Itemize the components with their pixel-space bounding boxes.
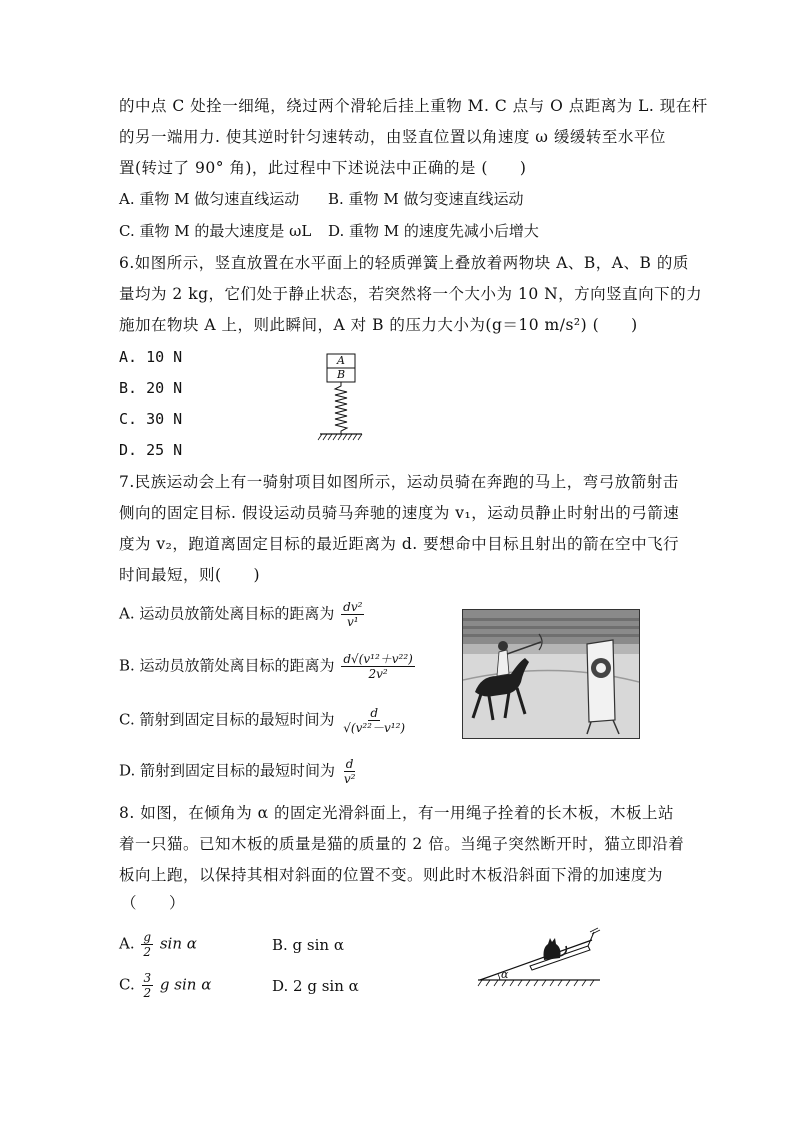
q5-option-b: B. 重物 M 做匀变速直线运动: [328, 190, 524, 208]
q5-option-d: D. 重物 M 的速度先减小后增大: [328, 222, 539, 240]
q7-option-a: [119, 600, 366, 629]
q6-option-d: D. 25 N: [119, 441, 183, 459]
target-board: [587, 640, 615, 722]
q7-stem-line-2: 侧向的固定目标. 假设运动员骑马奔驰的速度为 v₁，运动员静止时射出的弓箭速: [119, 504, 680, 522]
q8-option-c: [119, 971, 211, 1000]
q6-option-b: B. 20 N: [119, 379, 183, 397]
q7-option-b-text: B. 运动员放箭处离目标的距离为: [119, 656, 335, 675]
q7-option-b-fraction: [341, 652, 415, 681]
ground-hatch: [478, 980, 594, 986]
q7-option-d-text: D. 箭射到固定目标的最短时间为: [119, 761, 336, 780]
q7-stem-line-1: 7.民族运动会上有一骑射项目如图所示，运动员骑在奔跑的马上，弯弓放箭射击: [119, 473, 679, 491]
q6-stem-line-2: 量均为 2 kg，它们处于静止状态，若突然将一个大小为 10 N，方向竖直向下的力: [119, 285, 703, 303]
q8-option-c-fraction: [142, 971, 154, 1000]
q8-stem-line-1: 8. 如图，在倾角为 α 的固定光滑斜面上，有一用绳子拴着的长木板，木板上站: [119, 804, 675, 822]
q7-option-a-numerator: dv²: [343, 600, 363, 614]
q8-option-b: B. g sin α: [272, 936, 344, 954]
q7-option-b-numerator: d√(v¹²＋v²²): [343, 652, 413, 666]
q7-option-c: [119, 706, 409, 735]
angle-arc: [498, 974, 500, 980]
q8-option-a-numerator: g: [143, 930, 152, 944]
q8-option-a-denominator: 2: [143, 945, 152, 959]
block-a-label: A: [337, 354, 345, 367]
horse-archery-photo: [462, 609, 640, 739]
q7-option-b: [119, 652, 417, 681]
q7-option-a-fraction: [341, 600, 364, 629]
q8-option-c-label: C.: [119, 975, 135, 994]
incline-surface: [480, 940, 592, 980]
q7-option-a-denominator: v¹: [347, 615, 359, 629]
q8-stem-line-3: 板向上跑，以保持其相对斜面的位置不变。则此时木板沿斜面下滑的加速度为: [119, 866, 664, 884]
q7-option-d: [119, 757, 359, 786]
q8-option-a-fraction: [141, 930, 153, 959]
q8-stem-line-2: 着一只猫。已知木板的质量是猫的质量的 2 倍。当绳子突然断开时，猫立即沿着: [119, 835, 685, 853]
spring-blocks-figure: [316, 352, 366, 444]
q8-stem-line-4: （ ）: [121, 894, 186, 912]
angle-label: α: [501, 968, 509, 981]
q5-stem-line-3: 置(转过了 90° 角)，此过程中下述说法中正确的是 ( ): [119, 159, 527, 177]
q6-option-a: A. 10 N: [119, 348, 183, 366]
q7-option-c-fraction: [341, 706, 407, 735]
ground-hatch: [318, 434, 362, 440]
rope: [588, 932, 594, 946]
q8-option-d: D. 2 g sin α: [272, 977, 359, 995]
q7-stem-line-3: 度为 v₂，跑道离固定目标的最近距离为 d. 要想命中目标且射出的箭在空中飞行: [119, 535, 680, 553]
block-b-label: B: [337, 368, 346, 381]
q6-option-c: C. 30 N: [119, 410, 183, 428]
q8-option-a-tail: sin α: [159, 934, 197, 953]
q5-stem-line-2: 的另一端用力. 使其逆时针匀速转动，由竖直位置以角速度 ω 缓缓转至水平位: [119, 128, 666, 146]
incline-cat-figure: [476, 924, 602, 988]
q5-option-a: A. 重物 M 做匀速直线运动: [119, 190, 300, 208]
q7-option-a-text: A. 运动员放箭处离目标的距离为: [119, 604, 335, 623]
cat-icon: [544, 938, 561, 960]
q7-option-c-text: C. 箭射到固定目标的最短时间为: [119, 710, 335, 729]
q8-option-c-numerator: 3: [143, 971, 152, 985]
q8-option-c-denominator: 2: [143, 986, 152, 1000]
q5-stem-line-1: 的中点 C 处拴一细绳，绕过两个滑轮后挂上重物 M. C 点与 O 点距离为 L. 现在杆: [119, 97, 708, 115]
q7-option-c-denominator: √(v²²－v¹²): [343, 721, 406, 735]
q7-option-b-denominator: 2v²: [368, 667, 388, 681]
q7-option-d-numerator: d: [345, 757, 354, 771]
q5-option-c: C. 重物 M 的最大速度是 ωL: [119, 222, 312, 240]
q7-stem-line-4: 时间最短，则( ): [119, 566, 261, 584]
wall-hatch: [590, 928, 600, 934]
spring-icon: [335, 382, 347, 434]
q7-option-d-denominator: v²: [343, 772, 356, 786]
q8-option-a-label: A.: [119, 934, 135, 953]
q7-option-c-numerator: d: [370, 706, 379, 720]
q6-stem-line-1: 6.如图所示，竖直放置在水平面上的轻质弹簧上叠放着两物块 A、B，A、B 的质: [119, 254, 689, 272]
q7-option-d-fraction: [342, 757, 358, 786]
q8-option-a: [119, 930, 197, 959]
q8-option-c-tail: g sin α: [159, 975, 212, 994]
q6-stem-line-3: 施加在物块 A 上，则此瞬间，A 对 B 的压力大小为(g＝10 m/s²) ( ): [119, 316, 638, 334]
